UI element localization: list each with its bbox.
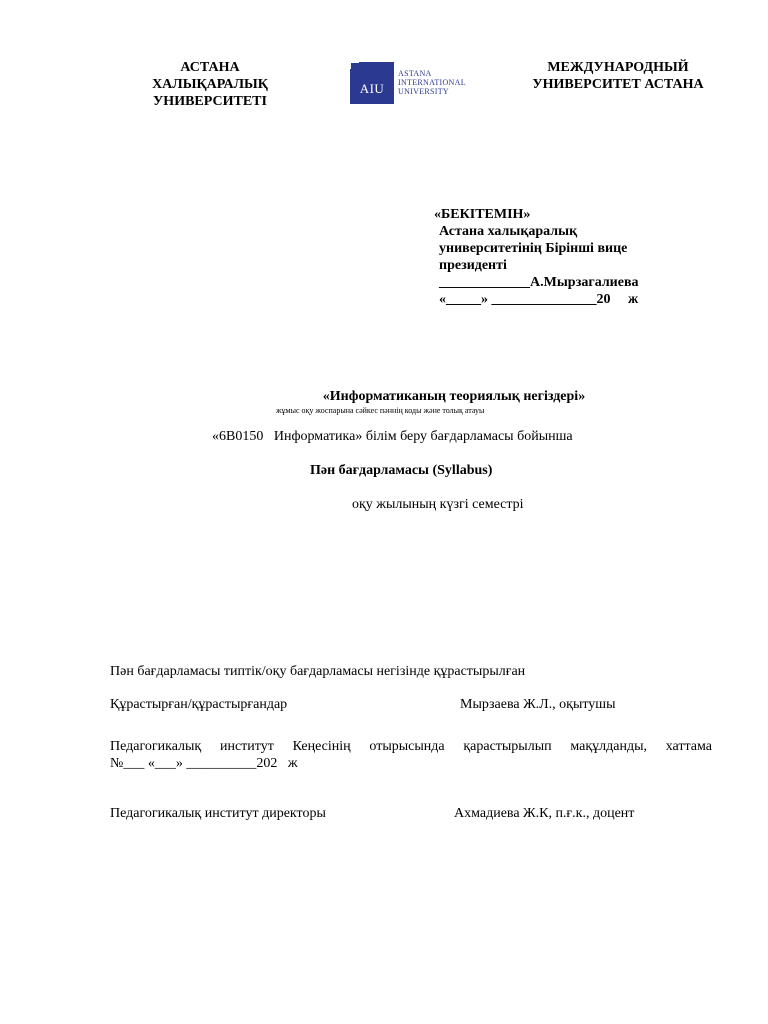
approval-date-line: «_____» _______________20 ж [439,292,639,307]
university-name-line: УНИВЕРСИТЕТ АСТАНА [532,77,704,92]
council-approval-line: Педагогикалық институт Кеңесінің отырысында қарастырылып мақұлданды, хаттама [110,739,712,754]
approval-block [434,206,694,308]
logo-text-line: UNIVERSITY [398,87,449,96]
approval-line: университетінің Бірінші вице [439,241,628,256]
logo-abbreviation: AIU [359,81,385,96]
approval-line: президенті [439,258,507,273]
logo-text-line: INTERNATIONAL [398,78,466,87]
logo-box [350,62,394,104]
university-name-line: ХАЛЫҚАРАЛЫҚ [152,77,268,92]
semester-text: оқу жылының күзгі семестрі [352,497,524,512]
course-title-text: «Информатиканың теориялық негіздері» [322,389,586,404]
logo-flag-icon [350,62,359,69]
approval-title: «БЕКІТЕМІН» [434,207,531,222]
compiled-by-label: Құрастырған/құрастырғандар [110,697,288,712]
approval-line: Астана халықаралық [439,224,578,239]
compiled-by-name: Мырзаева Ж.Л., оқытушы [460,697,616,712]
university-name-kazakh [110,59,310,110]
university-name-line: АСТАНА [180,60,240,75]
logo-text [398,69,466,96]
approval-signature-line: _____________А.Мырзагалиева [439,275,639,290]
council-protocol-line: №___ «___» __________202 ж [110,756,298,771]
course-title [0,389,768,405]
director-label: Педагогикалық институт директоры [110,806,326,821]
director-name: Ахмадиева Ж.К, п.ғ.к., доцент [454,806,635,821]
university-name-russian [508,59,728,93]
syllabus-title: Пән бағдарламасы (Syllabus) [310,463,493,478]
logo-text-line: ASTANA [398,69,432,78]
compiled-by-row [110,696,712,713]
course-subtitle: жұмыс оқу жоспарына сәйкес пәннің коды және толық атауы [276,406,485,415]
program-basis: Пән бағдарламасы типтік/оқу бағдарламасы негізінде құрастырылған [110,664,526,679]
university-name-line: УНИВЕРСИТЕТІ [153,94,267,109]
director-row [110,805,712,822]
university-logo [348,62,488,106]
university-name-line: МЕЖДУНАРОДНЫЙ [547,60,689,75]
education-program: «6В0150 Информатика» білім беру бағдарламасы бойынша [212,429,573,444]
